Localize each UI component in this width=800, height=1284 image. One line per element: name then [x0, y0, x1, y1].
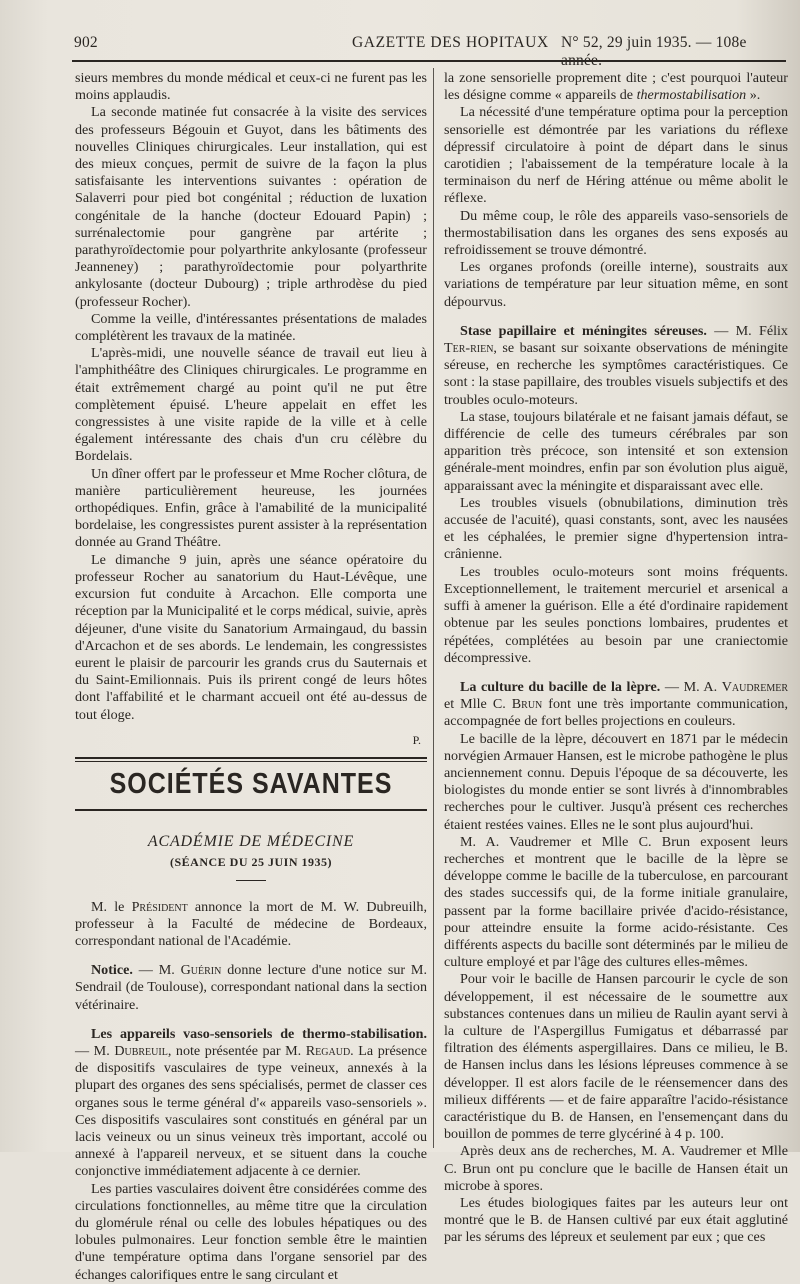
journal-title: GAZETTE DES HOPITAUX [352, 34, 549, 51]
author-name: Guérin [180, 962, 222, 979]
paragraph: M. A. Vaudremer et Mlle C. Brun exposent leurs recherches et montrent que le bacille de la lèpre se développe comme le bacille de la tuberculose, en parcourant des stades successifs qui, de la forme initiale granulaire, passent par la forme bacillaire privée d'acido-résistance, pour atteindre ensuite la forme acido-résistante. Ces différents aspects du bacille sont déterminés par le milieu de culture employé et par l'âge des cultures elles-mêmes. [444, 833, 788, 971]
academy-heading: ACADÉMIE DE MÉDECINE [147, 833, 355, 851]
column-divider [433, 68, 434, 1148]
section-rule [75, 757, 427, 759]
paragraph: Les organes profonds (oreille interne), soustraits aux variations de température par leur situation même, en sont dépourvus. [444, 259, 788, 310]
paragraph: La nécessité d'une température optima pour la perception sensorielle est démontrée par les variations du réflexe dépressif circulatoire à point de départ dans le sinus carotidien ; l'abaissement de la température locale à la terminaison du nerf de Héring atténue ou même abolit le réflexe. [444, 104, 788, 207]
stase-entry: Stase papillaire et méningites séreuses. — M. Félix Ter-rien, se basant sur soixante observations de méningite séreuse, en recherche les symptômes caractéristiques. Ce sont : la stase papillaire, des troubles visuels subjectifs et des troubles oculo-moteurs. [444, 322, 788, 408]
paragraph: Le dimanche 9 juin, après une séance opératoire du professeur Rocher au sanatorium du Haut-Lévêque, une excursion fut conduite à Arcachon. Elle comporta une réception par la Municipalité et le corps médical, suivie, après déjeuner, d'une visite du Sanatorium Armaingaud, du bassin d'Arcachon et de ses abords. Le lendemain, les congressistes eurent le plaisir de parcourir les grands crus du Sauternais et du Saint-Emilionnais. Puis ils prirent congé de leurs hôtes dont l'affabilité et le charmant accueil ont été au-dessus de tout éloge. [75, 551, 427, 723]
paragraph: Les parties vasculaires doivent être considérées comme des circulations fonctionnelles, au même titre que la circulation du glomérule rénal ou celle des lobules hépatiques ou des lobules pulmonaires. Leur fonction semble être le maintien d'une température optima dans l'organe sensoriel par des échanges calorifiques entre le sang circulant et [75, 1180, 427, 1283]
paragraph: Après deux ans de recherches, M. A. Vaudremer et Mlle C. Brun ont pu conclure que le bacille de Hansen était un microbe à spores. [444, 1143, 788, 1194]
paragraph: Pour voir le bacille de Hansen parcourir le cycle de son développement, il est nécessaire de le soumettre aux substances contenues dans un milieu de Raulin ayant servi à la culture de l'Aspergillus Fumigatus et débarrassé par filtration des éléments aspergillaires. Dans ce milieu, le B. de Hansen inclus dans les lésions lépreuses commence à se développer. Il est alors facile de le réensemencer dans des milieux différents — et de faire apparaître l'acido-résistance caractéristique du B. de Hansen, en l'ensemençant dans du bouillon de pommes de terre glycériné à 4 p. 100. [444, 971, 788, 1143]
notice-entry: Notice. — M. Guérin donne lecture d'une notice sur M. Sendrail (de Toulouse), correspondant national dans la section vétérinaire. [75, 962, 427, 1013]
author-name: Vaudremer [721, 678, 788, 695]
section-rule [75, 761, 427, 762]
paragraph: Un dîner offert par le professeur et Mme Rocher clôtura, de manière particulièrement heureuse, les journées orthopédiques. Enfin, grâce à l'amabilité de la municipalité bordelaise, les congressistes purent assister à la représentation donnée au Grand Théâtre. [75, 465, 427, 551]
lepre-entry: La culture du bacille de la lèpre. — M. A. Vaudremer et Mlle C. Brun font une très importante communication, accompagnée de fort belles projections en couleurs. [444, 678, 788, 730]
section-title: SOCIÉTÉS SAVANTES [109, 767, 393, 800]
author-name: Regaud [305, 1042, 351, 1059]
paragraph: Les troubles oculo-moteurs sont moins fréquents. Exceptionnellement, le traitement mercuriel et arsenical a suffi à amener la guérison. Elle a été d'ordinaire rapidement obtenue par les seules ponctions lombaires, prudentes et répétées, complétées au besoin par une craniectomie décompressive. [444, 563, 788, 666]
paragraph: Les troubles visuels (obnubilations, diminution très accusée de l'acuité), quasi constants, sont, avec les nausées et les céphalées, le premier signe d'hypertension intra-crânienne. [444, 494, 788, 563]
issue-info: N° 52, 29 juin 1935. — 108e année. [561, 34, 747, 69]
short-rule [236, 880, 266, 881]
paragraph: la zone sensorielle proprement dite ; c'est pourquoi l'auteur les désigne comme « appareils de thermostabilisation ». [444, 70, 788, 104]
session-date: (SÉANCE DU 25 JUIN 1935) [169, 855, 332, 870]
author-name: Dubreuil [114, 1042, 168, 1059]
page-number: 902 [74, 34, 98, 51]
left-column [75, 70, 427, 1284]
paragraph: Comme la veille, d'intéressantes présentations de malades complétèrent les travaux de la matinée. [75, 310, 427, 345]
paragraph: sieurs membres du monde médical et ceux-ci ne furent pas les moins applaudis. [75, 70, 427, 104]
entry-heading: Notice. [91, 962, 133, 979]
entry-heading: La culture du bacille de la lèpre. [460, 678, 661, 695]
paragraph: La seconde matinée fut consacrée à la visite des services des professeurs Bégouin et Guyot, dans les bâtiments des nouvelles Cliniques chirurgicales. Leur installation, qui est des mieux conçues, permit de suivre de la façon la plus satisfaisante les interventions suivantes : opération de Salaverri pour pied bot congénital ; réduction de luxation congénitale de la hanche (docteur Edouard Papin) ; surrénalectomie pour gangrène par artérite ; parathyroïdectomie pour polyarthrite ankylosante (professeur Jeanneney) ; parathyroïdectomie pour polyarthrite ankylosante (docteur Dubourg) ; triple arthrodèse du pied (professeur Rocher). [75, 104, 427, 310]
right-column [444, 70, 788, 1247]
entry-heading: Stase papillaire et méningites séreuses. [460, 322, 707, 339]
header-rule [72, 60, 786, 62]
section-rule [75, 809, 427, 811]
page-header [74, 34, 784, 69]
author-name: Brun [511, 696, 543, 713]
president-name: Président [131, 898, 188, 915]
appareils-entry: Les appareils vaso-sensoriels de thermo-stabilisation. — M. Dubreuil, note présentée par M. Regaud. La présence de dispositifs vasculaires de type veineux, annexés à la plupart des organes des sens spécialisés, permet de classer ces organes sous le terme général d'« appareils vaso-sensoriels ». Ces dispositifs vasculaires sont constitués en général par un lacis veineux ou un sinus veineux très important, accolé ou annexé à l'appareil nerveux, et se situent dans la couche conjonctive immédiatement adjacente à ce dernier. [75, 1025, 428, 1180]
author-name: Ter-rien [444, 340, 494, 357]
paragraph: Du même coup, le rôle des appareils vaso-sensoriels de thermostabilisation dans les organes des sens exposés au refroidissement se trouve démontré. [444, 207, 788, 259]
entry-heading: Les appareils vaso-sensoriels de thermo-stabilisation. [91, 1025, 427, 1042]
author-signature: P. [412, 732, 421, 747]
president-announcement: M. le Président annonce la mort de M. W. Dubreuilh, professeur à la Faculté de médecine de Bordeaux, correspondant national de l'Académie. [75, 898, 427, 949]
paragraph: La stase, toujours bilatérale et ne faisant jamais défaut, se différencie de celle des tumeurs cérébrales par son apparition très précoce, son intensité et son extension générale-ment moindres, enfin par son évolution plus aiguë, apparaissant avec la méningite et disparaissant avec elle. [444, 408, 788, 494]
paragraph: Le bacille de la lèpre, découvert en 1871 par le médecin norvégien Armauer Hansen, est le microbe pathogène le plus anciennement connu. Depuis l'époque de sa découverte, les biologistes du monde entier se sont livrés à d'innombrables recherches pour le cultiver. Jusqu'à présent ces recherches étaient restées vaines. Elles ne le sont plus aujourd'hui. [444, 730, 788, 833]
paragraph: L'après-midi, une nouvelle séance de travail eut lieu à l'amphithéâtre des Cliniques chirurgicales. Le programme en était extrêmement chargé au point qu'il ne put être complètement épuisé. L'heure appelait en effet les congressistes à une visite rapide de la ville et à celle également intéressante des chais d'un cru célèbre du Bordelais. [75, 345, 427, 465]
paragraph: Les études biologiques faites par les auteurs leur ont montré que le B. de Hansen cultivé par eux était agglutiné par les sérums des lépreux et seulement par eux ; que ces [444, 1195, 788, 1246]
